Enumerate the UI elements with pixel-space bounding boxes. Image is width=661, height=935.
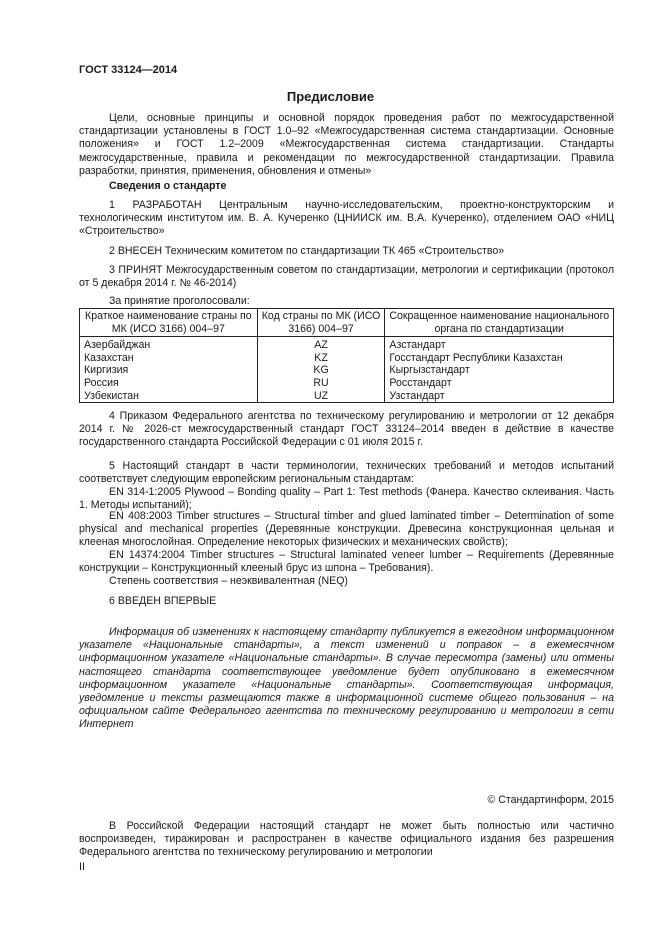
table-row — [80, 352, 614, 365]
country-cell: Казахстан — [80, 352, 258, 365]
paragraph-3: 3 ПРИНЯТ Межгосударственным советом по стандартизации, метрологии и сертификации (протокол от 5 декабря 2014 г. № 46-2014) — [79, 264, 614, 290]
en-standard-1: EN 314-1:2005 Plywood – Bonding quality – Part 1: Test methods (Фанера. Качество склеивания. Часть 1. Методы испытаний); — [79, 486, 614, 512]
paragraph-6: 6 ВВЕДЕН ВПЕРВЫЕ — [109, 595, 217, 607]
col-header-country: Краткое наименование страны по МК (ИСО 3166) 004–97 — [80, 309, 258, 337]
table-row — [80, 390, 614, 403]
paragraph-5: 5 Настоящий стандарт в части терминологии, технических требований и методов испытаний соответствует следующим европейским региональным стандартам: — [79, 460, 614, 486]
section-heading: Сведения о стандарте — [109, 180, 227, 192]
document-id-header: ГОСТ 33124—2014 — [79, 64, 178, 76]
body-cell: Узстандарт — [385, 390, 614, 403]
country-cell: Киргизия — [80, 364, 258, 377]
body-cell: Азстандарт — [385, 337, 614, 352]
intro-paragraph: Цели, основные принципы и основной порядок проведения работ по межгосударственной стандартизации установлены в ГОСТ 1.0–92 «Межгосударственная система стандартизации. Основные положения» и ГОСТ 1.2–2009 «Межгосударственная система стандартизации. Стандарты межгосударственные, правила и рекомендации по межгосударственной стандартизации. Правила разработки, принятия, применения, обновления и отмены» — [79, 112, 614, 177]
en-standard-2: EN 408:2003 Timber structures – Structural timber and glued laminated timber – Determination of some physical and mechanical properties (Деревянные конструкции. Древесина конструкционная цельная и клееная многослойная. Определение некоторых физических и механических свойств); — [79, 510, 614, 549]
table-header-row — [80, 309, 614, 337]
paragraph-4: 4 Приказом Федерального агентства по техническому регулированию и метрологии от 12 декабря 2014 г. № 2026-ст межгосударственный стандарт ГОСТ 33124–2014 введен в действие в качестве государственного стандарта Российской Федерации с 01 июля 2015 г. — [79, 410, 614, 449]
country-cell: Узбекистан — [80, 390, 258, 403]
paragraph-2: 2 ВНЕСЕН Техническим комитетом по стандартизации ТК 465 «Строительство» — [109, 245, 505, 257]
paragraph-1: 1 РАЗРАБОТАН Центральным научно-исследовательским, проектно-конструкторским и технологическим институтом им. В. А. Кучеренко (ЦНИИСК им. В.А. Кучеренко), отделением ОАО «НИЦ «Строительство» — [79, 199, 614, 238]
code-cell: KG — [257, 364, 385, 377]
col-header-code: Код страны по МК (ИСО 3166) 004–97 — [257, 309, 385, 337]
votes-caption: За принятие проголосовали: — [109, 295, 250, 307]
conformity-degree: Степень соответствия – неэквивалентная (NEQ) — [109, 575, 348, 587]
code-cell: RU — [257, 377, 385, 390]
voting-table — [79, 308, 614, 403]
country-cell: Азербайджан — [80, 337, 258, 352]
table-row — [80, 364, 614, 377]
page-number: II — [79, 861, 85, 873]
body-cell: Росстандарт — [385, 377, 614, 390]
table-row — [80, 337, 614, 352]
info-notice: Информация об изменениях к настоящему стандарту публикуется в ежегодном информационном указателе «Национальные стандарты», а текст изменений и поправок – в ежемесячном информационном указателе «Национальные стандарты». В случае пересмотра (замены) или отмены настоящего стандарта соответствующее уведомление будет опубликовано в ежемесячном информационном указателе «Национальные стандарты». Соответствующая информация, уведомление и тексты размещаются также в информационной системе общего пользования – на официальном сайте Федерального агентства по техническому регулированию и метрологии в сети Интернет — [79, 626, 614, 731]
code-cell: AZ — [257, 337, 385, 352]
copyright-line: © Стандартинформ, 2015 — [487, 794, 614, 806]
body-cell: Кыргызстандарт — [385, 364, 614, 377]
col-header-body: Сокращенное наименование национального органа по стандартизации — [385, 309, 614, 337]
code-cell: KZ — [257, 352, 385, 365]
page-title: Предисловие — [286, 89, 375, 104]
en-standard-3: EN 14374:2004 Timber structures – Structural laminated veneer lumber – Requirements (Деревянные конструкции – Конструкционный клееный брус из шпона – Требования). — [79, 549, 614, 575]
table-row — [80, 377, 614, 390]
rights-notice: В Российской Федерации настоящий стандарт не может быть полностью или частично воспроизведен, тиражирован и распространен в качестве официального издания без разрешения Федерального агентства по техническому регулированию и метрологии — [79, 820, 614, 859]
body-cell: Госстандарт Республики Казахстан — [385, 352, 614, 365]
code-cell: UZ — [257, 390, 385, 403]
country-cell: Россия — [80, 377, 258, 390]
